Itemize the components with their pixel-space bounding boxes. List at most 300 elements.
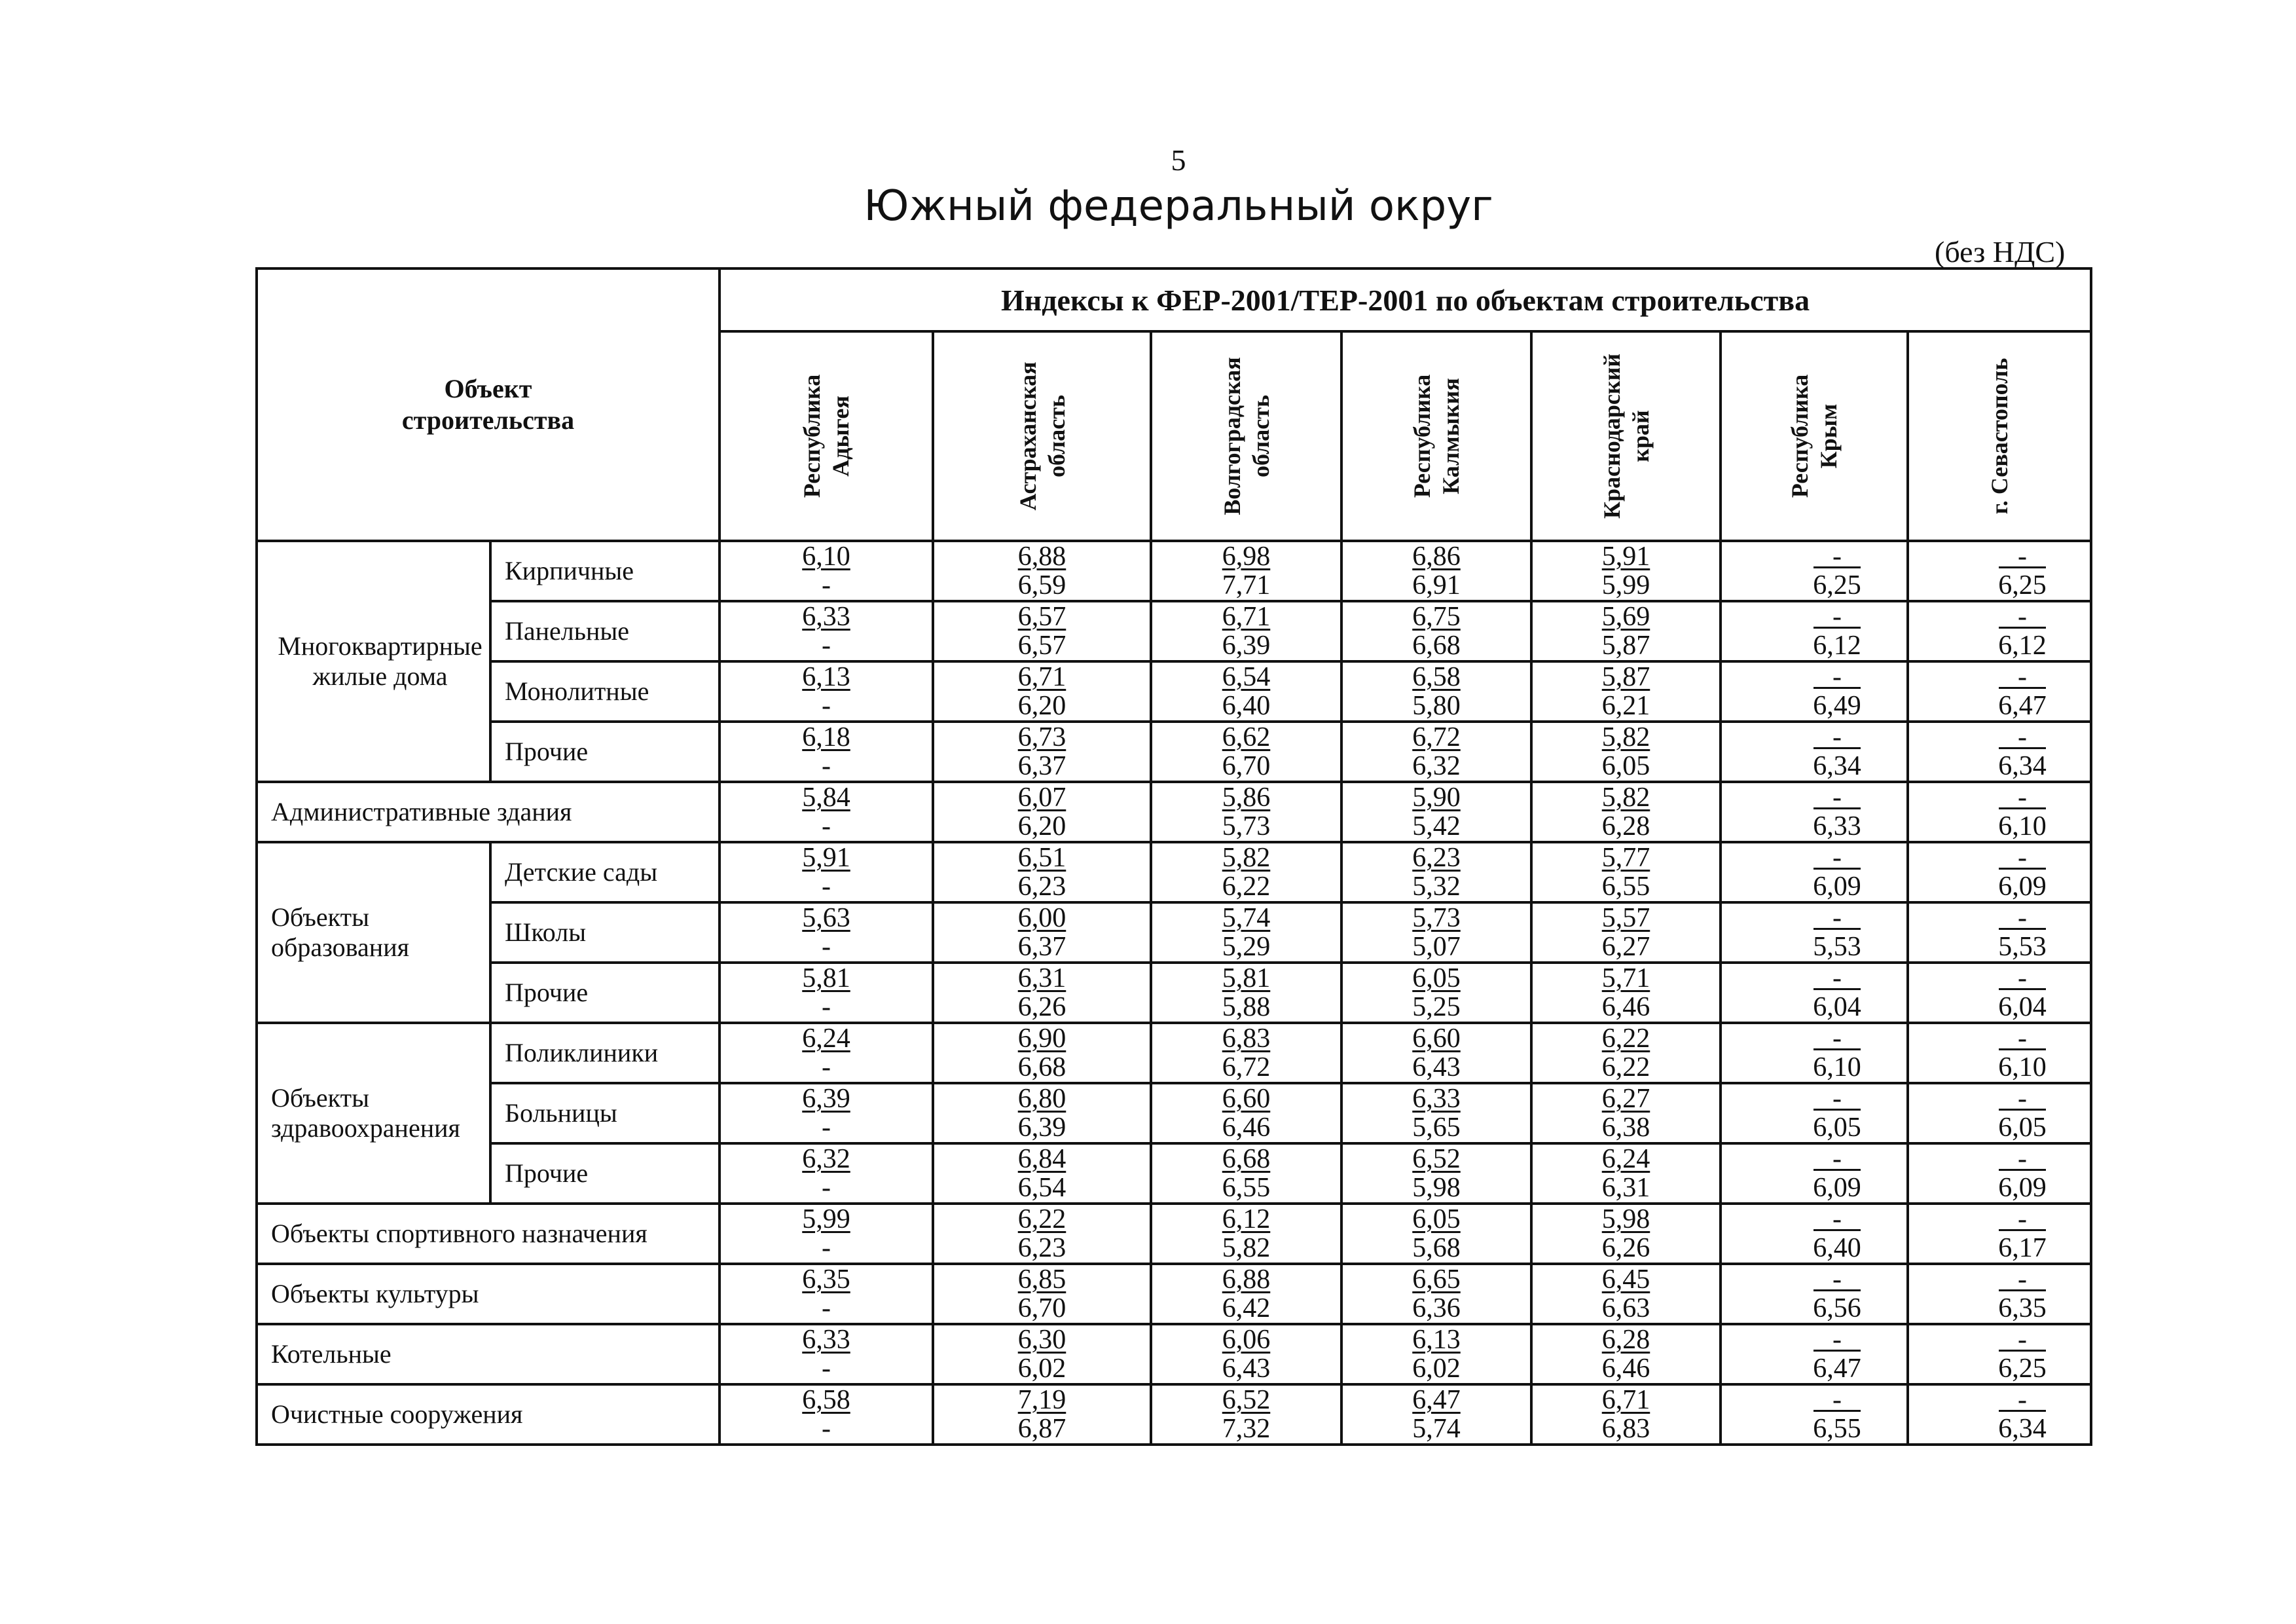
value-fer: 5,73 bbox=[1412, 903, 1461, 933]
value-cell bbox=[1151, 722, 1341, 782]
value-ter: 6,70 bbox=[1222, 751, 1271, 781]
value-fer: - bbox=[1722, 904, 1906, 932]
value-cell bbox=[1341, 902, 1531, 963]
value-cell bbox=[1151, 1143, 1341, 1204]
region-header bbox=[720, 331, 933, 541]
value-fer: 6,33 bbox=[1412, 1084, 1461, 1114]
value-ter: 6,38 bbox=[1601, 1113, 1650, 1143]
value-cell bbox=[720, 1384, 933, 1445]
value-fer: - bbox=[1722, 1326, 1906, 1354]
value-cell bbox=[1531, 661, 1721, 722]
value-ter: 6,25 bbox=[1998, 570, 2047, 600]
value-cell bbox=[720, 1264, 933, 1324]
value-cell bbox=[720, 902, 933, 963]
table-row bbox=[257, 902, 2091, 963]
value-cell bbox=[1721, 1023, 1908, 1083]
value-fer: 6,10 bbox=[802, 542, 850, 572]
value-fer: 5,57 bbox=[1601, 903, 1650, 933]
value-fer: 5,91 bbox=[1601, 542, 1650, 572]
value-cell bbox=[1531, 842, 1721, 902]
value-cell bbox=[1908, 1143, 2091, 1204]
value-cell bbox=[1531, 782, 1721, 842]
value-ter: 5,98 bbox=[1412, 1173, 1461, 1203]
value-fer: 6,24 bbox=[1601, 1144, 1650, 1174]
value-ter: 6,57 bbox=[1017, 631, 1066, 661]
value-fer: 6,45 bbox=[1601, 1264, 1650, 1295]
value-fer: 5,82 bbox=[1601, 783, 1650, 813]
value-ter: 6,91 bbox=[1412, 570, 1461, 600]
value-cell bbox=[1908, 782, 2091, 842]
value-ter: 6,31 bbox=[1601, 1173, 1650, 1203]
row-label: Прочие bbox=[490, 963, 720, 1023]
value-cell bbox=[1341, 1023, 1531, 1083]
value-cell bbox=[1908, 661, 2091, 722]
table-body bbox=[257, 541, 2091, 1445]
value-cell bbox=[1721, 902, 1908, 963]
value-cell bbox=[1151, 1384, 1341, 1445]
value-cell bbox=[1908, 902, 2091, 963]
value-fer: 6,57 bbox=[1017, 602, 1066, 632]
value-ter: 6,87 bbox=[1017, 1414, 1066, 1444]
value-ter: 6,40 bbox=[1813, 1233, 1861, 1263]
value-cell bbox=[1341, 963, 1531, 1023]
value-cell bbox=[720, 1143, 933, 1204]
table-row bbox=[257, 1023, 2091, 1083]
value-fer: 6,22 bbox=[1017, 1204, 1066, 1234]
value-cell bbox=[933, 782, 1151, 842]
value-cell bbox=[1531, 722, 1721, 782]
value-ter: 6,12 bbox=[1813, 631, 1861, 661]
value-fer: 6,13 bbox=[802, 662, 850, 692]
value-cell bbox=[933, 1324, 1151, 1384]
value-fer: - bbox=[1909, 1326, 2090, 1354]
value-fer: 6,83 bbox=[1222, 1024, 1271, 1054]
table-row bbox=[257, 963, 2091, 1023]
value-ter: 6,05 bbox=[1813, 1113, 1861, 1143]
value-ter: 6,26 bbox=[1017, 992, 1066, 1022]
table-row bbox=[257, 1083, 2091, 1143]
value-fer: 6,22 bbox=[1601, 1024, 1650, 1054]
region-label: Республика Адыгея bbox=[799, 374, 854, 498]
value-ter: - bbox=[822, 1233, 831, 1263]
value-ter: - bbox=[822, 992, 831, 1022]
value-fer: 5,74 bbox=[1222, 903, 1271, 933]
value-ter: 6,25 bbox=[1813, 570, 1861, 600]
value-cell bbox=[1531, 1023, 1721, 1083]
value-cell bbox=[1151, 601, 1341, 661]
table-row bbox=[257, 661, 2091, 722]
value-ter: 6,35 bbox=[1998, 1293, 2047, 1323]
page-title: Южный федеральный округ bbox=[864, 182, 1493, 231]
value-cell bbox=[1531, 1143, 1721, 1204]
value-cell bbox=[1151, 661, 1341, 722]
table-row bbox=[257, 842, 2091, 902]
value-fer: 6,65 bbox=[1412, 1264, 1461, 1295]
value-cell bbox=[933, 1083, 1151, 1143]
value-cell bbox=[720, 782, 933, 842]
value-ter: 6,12 bbox=[1998, 631, 2047, 661]
value-fer: 5,86 bbox=[1222, 783, 1271, 813]
value-cell bbox=[1908, 541, 2091, 601]
value-cell bbox=[1721, 963, 1908, 1023]
region-header bbox=[1908, 331, 2091, 541]
value-ter: 6,05 bbox=[1998, 1113, 2047, 1143]
value-ter: 5,25 bbox=[1412, 992, 1461, 1022]
value-ter: 6,42 bbox=[1222, 1293, 1271, 1323]
value-cell bbox=[1721, 842, 1908, 902]
row-label: Прочие bbox=[490, 722, 720, 782]
value-fer: 6,05 bbox=[1412, 1204, 1461, 1234]
value-cell bbox=[1531, 601, 1721, 661]
value-fer: - bbox=[1722, 965, 1906, 992]
value-fer: 5,82 bbox=[1222, 843, 1271, 873]
value-fer: 5,91 bbox=[802, 843, 850, 873]
row-label: Больницы bbox=[490, 1083, 720, 1143]
value-fer: 6,71 bbox=[1017, 662, 1066, 692]
value-cell bbox=[933, 722, 1151, 782]
value-fer: 6,35 bbox=[802, 1264, 850, 1295]
value-ter: 6,55 bbox=[1222, 1173, 1271, 1203]
value-ter: 6,68 bbox=[1412, 631, 1461, 661]
table-row bbox=[257, 1204, 2091, 1264]
value-cell bbox=[1341, 1264, 1531, 1324]
value-fer: 6,71 bbox=[1222, 602, 1271, 632]
table-row bbox=[257, 541, 2091, 601]
table-row bbox=[257, 782, 2091, 842]
value-cell bbox=[1531, 1384, 1721, 1445]
value-fer: - bbox=[1909, 1266, 2090, 1293]
value-fer: - bbox=[1722, 1386, 1906, 1414]
value-ter: 5,53 bbox=[1813, 932, 1861, 962]
value-cell bbox=[933, 902, 1151, 963]
value-fer: 5,77 bbox=[1601, 843, 1650, 873]
value-fer: - bbox=[1909, 965, 2090, 992]
value-ter: 6,27 bbox=[1601, 932, 1650, 962]
value-fer: - bbox=[1909, 724, 2090, 751]
value-fer: - bbox=[1909, 784, 2090, 811]
value-cell bbox=[720, 1324, 933, 1384]
value-cell bbox=[720, 661, 933, 722]
value-ter: 5,74 bbox=[1412, 1414, 1461, 1444]
group-label: Многоквартирные жилые дома bbox=[257, 541, 490, 782]
value-cell bbox=[1151, 1023, 1341, 1083]
value-cell bbox=[1908, 1384, 2091, 1445]
value-fer: 5,81 bbox=[802, 963, 850, 993]
value-cell bbox=[1721, 1384, 1908, 1445]
value-ter: - bbox=[822, 811, 831, 841]
value-fer: 5,82 bbox=[1601, 722, 1650, 752]
value-fer: 7,19 bbox=[1017, 1385, 1066, 1415]
value-cell bbox=[1721, 1324, 1908, 1384]
value-ter: 6,43 bbox=[1412, 1052, 1461, 1082]
value-cell bbox=[1721, 1083, 1908, 1143]
value-cell bbox=[1151, 1083, 1341, 1143]
value-cell bbox=[1341, 661, 1531, 722]
value-cell bbox=[933, 661, 1151, 722]
value-cell bbox=[1531, 541, 1721, 601]
value-cell bbox=[1341, 782, 1531, 842]
value-fer: 6,23 bbox=[1412, 843, 1461, 873]
value-ter: 6,02 bbox=[1017, 1354, 1066, 1384]
value-ter: 5,32 bbox=[1412, 872, 1461, 902]
row-label: Поликлиники bbox=[490, 1023, 720, 1083]
value-ter: 5,73 bbox=[1222, 811, 1271, 841]
value-fer: 6,85 bbox=[1017, 1264, 1066, 1295]
value-ter: 6,20 bbox=[1017, 691, 1066, 721]
value-fer: 6,60 bbox=[1222, 1084, 1271, 1114]
value-cell bbox=[1341, 1324, 1531, 1384]
value-ter: 5,87 bbox=[1601, 631, 1650, 661]
value-fer: 6,98 bbox=[1222, 542, 1271, 572]
region-label: Астраханская область bbox=[1014, 361, 1070, 511]
value-ter: 6,17 bbox=[1998, 1233, 2047, 1263]
value-cell bbox=[1908, 601, 2091, 661]
value-cell bbox=[1721, 1264, 1908, 1324]
indices-header: Индексы к ФЕР-2001/ТЕР-2001 по объектам строительства bbox=[720, 268, 2091, 331]
row-label: Объекты культуры bbox=[257, 1264, 720, 1324]
value-ter: 6,09 bbox=[1813, 1173, 1861, 1203]
value-fer: - bbox=[1722, 1145, 1906, 1173]
value-ter: 6,04 bbox=[1998, 992, 2047, 1022]
value-fer: 6,88 bbox=[1017, 542, 1066, 572]
value-fer: 6,62 bbox=[1222, 722, 1271, 752]
value-fer: 6,30 bbox=[1017, 1325, 1066, 1355]
value-ter: 6,54 bbox=[1017, 1173, 1066, 1203]
value-fer: - bbox=[1909, 844, 2090, 872]
value-ter: 6,09 bbox=[1998, 872, 2047, 902]
value-fer: 6,80 bbox=[1017, 1084, 1066, 1114]
table-row bbox=[257, 1264, 2091, 1324]
value-cell bbox=[1151, 1324, 1341, 1384]
value-ter: 6,46 bbox=[1601, 992, 1650, 1022]
value-ter: - bbox=[822, 631, 831, 661]
value-ter: 5,88 bbox=[1222, 992, 1271, 1022]
value-fer: 6,88 bbox=[1222, 1264, 1271, 1295]
value-fer: 6,07 bbox=[1017, 783, 1066, 813]
value-fer: 6,52 bbox=[1412, 1144, 1461, 1174]
page-number: 5 bbox=[1171, 143, 1186, 177]
value-ter: 6,10 bbox=[1998, 811, 2047, 841]
row-label: Школы bbox=[490, 902, 720, 963]
value-ter: 6,43 bbox=[1222, 1354, 1271, 1384]
value-cell bbox=[1908, 842, 2091, 902]
value-cell bbox=[1531, 1264, 1721, 1324]
value-cell bbox=[1151, 541, 1341, 601]
row-label: Котельные bbox=[257, 1324, 720, 1384]
value-ter: - bbox=[822, 1414, 831, 1444]
table-row bbox=[257, 1143, 2091, 1204]
value-fer: 6,84 bbox=[1017, 1144, 1066, 1174]
value-ter: 5,65 bbox=[1412, 1113, 1461, 1143]
value-fer: - bbox=[1722, 1266, 1906, 1293]
value-ter: - bbox=[822, 570, 831, 600]
value-fer: 6,32 bbox=[802, 1144, 850, 1174]
value-ter: 6,34 bbox=[1998, 751, 2047, 781]
value-cell bbox=[1341, 1384, 1531, 1445]
value-ter: 6,63 bbox=[1601, 1293, 1650, 1323]
value-fer: - bbox=[1909, 1085, 2090, 1113]
value-fer: 5,98 bbox=[1601, 1204, 1650, 1234]
value-fer: 6,86 bbox=[1412, 542, 1461, 572]
value-fer: - bbox=[1722, 663, 1906, 691]
value-fer: - bbox=[1909, 1145, 2090, 1173]
value-ter: 6,39 bbox=[1017, 1113, 1066, 1143]
value-fer: 6,58 bbox=[1412, 662, 1461, 692]
value-fer: 6,00 bbox=[1017, 903, 1066, 933]
value-fer: - bbox=[1722, 603, 1906, 631]
value-fer: - bbox=[1909, 1025, 2090, 1052]
value-fer: 6,47 bbox=[1412, 1385, 1461, 1415]
value-fer: 6,12 bbox=[1222, 1204, 1271, 1234]
value-ter: 6,37 bbox=[1017, 932, 1066, 962]
region-label: г. Севастополь bbox=[1986, 358, 2013, 515]
table-row bbox=[257, 601, 2091, 661]
value-cell bbox=[720, 722, 933, 782]
value-ter: 7,71 bbox=[1222, 570, 1271, 600]
value-cell bbox=[1531, 1324, 1721, 1384]
value-fer: 6,71 bbox=[1601, 1385, 1650, 1415]
value-ter: 6,47 bbox=[1813, 1354, 1861, 1384]
value-cell bbox=[1721, 541, 1908, 601]
value-ter: - bbox=[822, 872, 831, 902]
value-fer: 5,99 bbox=[802, 1204, 850, 1234]
value-ter: 6,20 bbox=[1017, 811, 1066, 841]
value-ter: 6,05 bbox=[1601, 751, 1650, 781]
value-fer: - bbox=[1722, 844, 1906, 872]
value-ter: 6,23 bbox=[1017, 1233, 1066, 1263]
value-fer: 6,60 bbox=[1412, 1024, 1461, 1054]
value-cell bbox=[720, 1023, 933, 1083]
value-cell bbox=[933, 1204, 1151, 1264]
value-cell bbox=[1908, 722, 2091, 782]
value-cell bbox=[1341, 842, 1531, 902]
value-fer: 5,90 bbox=[1412, 783, 1461, 813]
value-fer: - bbox=[1722, 724, 1906, 751]
value-fer: 5,81 bbox=[1222, 963, 1271, 993]
value-fer: - bbox=[1722, 1085, 1906, 1113]
value-fer: 6,39 bbox=[802, 1084, 850, 1114]
value-ter: 6,56 bbox=[1813, 1293, 1861, 1323]
region-label: Республика Крым bbox=[1787, 374, 1842, 498]
value-fer: 6,73 bbox=[1017, 722, 1066, 752]
value-cell bbox=[933, 1143, 1151, 1204]
row-label: Объекты спортивного назначения bbox=[257, 1204, 720, 1264]
value-cell bbox=[1908, 1083, 2091, 1143]
value-fer: - bbox=[1909, 543, 2090, 570]
value-fer: 6,72 bbox=[1412, 722, 1461, 752]
value-ter: - bbox=[822, 751, 831, 781]
value-cell bbox=[933, 601, 1151, 661]
value-ter: 6,33 bbox=[1813, 811, 1861, 841]
value-fer: 6,33 bbox=[802, 1325, 850, 1355]
value-cell bbox=[1151, 842, 1341, 902]
value-ter: 6,10 bbox=[1813, 1052, 1861, 1082]
row-label: Очистные сооружения bbox=[257, 1384, 720, 1445]
value-cell bbox=[933, 1023, 1151, 1083]
value-cell bbox=[1531, 963, 1721, 1023]
value-cell bbox=[1721, 722, 1908, 782]
value-cell bbox=[1721, 1143, 1908, 1204]
region-label: Краснодарский край bbox=[1598, 353, 1654, 519]
index-table bbox=[255, 267, 2092, 1446]
value-fer: 6,54 bbox=[1222, 662, 1271, 692]
value-ter: 6,55 bbox=[1813, 1414, 1861, 1444]
table-row bbox=[257, 1324, 2091, 1384]
value-cell bbox=[1721, 601, 1908, 661]
value-fer: 5,84 bbox=[802, 783, 850, 813]
value-fer: 6,52 bbox=[1222, 1385, 1271, 1415]
value-cell bbox=[933, 541, 1151, 601]
value-cell bbox=[1531, 1083, 1721, 1143]
value-ter: 6,59 bbox=[1017, 570, 1066, 600]
value-cell bbox=[1721, 1204, 1908, 1264]
value-fer: 5,87 bbox=[1601, 662, 1650, 692]
region-header bbox=[1721, 331, 1908, 541]
value-fer: 6,51 bbox=[1017, 843, 1066, 873]
value-fer: - bbox=[1722, 784, 1906, 811]
value-cell bbox=[1151, 1204, 1341, 1264]
value-ter: 6,68 bbox=[1017, 1052, 1066, 1082]
row-label: Прочие bbox=[490, 1143, 720, 1204]
value-ter: 6,70 bbox=[1017, 1293, 1066, 1323]
value-cell bbox=[1908, 1204, 2091, 1264]
value-fer: - bbox=[1909, 1206, 2090, 1233]
value-cell bbox=[933, 963, 1151, 1023]
object-header: Объект строительства bbox=[257, 268, 720, 541]
value-ter: - bbox=[822, 1354, 831, 1384]
value-ter: 5,99 bbox=[1601, 570, 1650, 600]
value-fer: 5,63 bbox=[802, 903, 850, 933]
row-label: Детские сады bbox=[490, 842, 720, 902]
group-label: Объекты образования bbox=[257, 842, 490, 1023]
value-ter: 6,25 bbox=[1998, 1354, 2047, 1384]
value-fer: 6,05 bbox=[1412, 963, 1461, 993]
value-cell bbox=[1341, 1143, 1531, 1204]
value-cell bbox=[933, 1264, 1151, 1324]
value-fer: 6,68 bbox=[1222, 1144, 1271, 1174]
value-ter: 6,36 bbox=[1412, 1293, 1461, 1323]
value-cell bbox=[1908, 963, 2091, 1023]
value-cell bbox=[933, 842, 1151, 902]
value-cell bbox=[933, 1384, 1151, 1445]
value-cell bbox=[1151, 1264, 1341, 1324]
value-fer: 6,27 bbox=[1601, 1084, 1650, 1114]
value-cell bbox=[720, 601, 933, 661]
value-cell bbox=[1341, 1204, 1531, 1264]
value-cell bbox=[720, 842, 933, 902]
value-ter: 6,02 bbox=[1412, 1354, 1461, 1384]
vat-note: (без НДС) bbox=[1935, 235, 2066, 268]
value-cell bbox=[1531, 902, 1721, 963]
value-ter: 6,40 bbox=[1222, 691, 1271, 721]
value-ter: 6,23 bbox=[1017, 872, 1066, 902]
value-ter: 6,46 bbox=[1601, 1354, 1650, 1384]
value-fer: 6,58 bbox=[802, 1385, 850, 1415]
value-fer: - bbox=[1722, 1025, 1906, 1052]
value-cell bbox=[1721, 782, 1908, 842]
value-cell bbox=[1151, 902, 1341, 963]
value-cell bbox=[720, 1083, 933, 1143]
value-ter: 5,29 bbox=[1222, 932, 1271, 962]
value-cell bbox=[720, 541, 933, 601]
value-ter: - bbox=[822, 1293, 831, 1323]
value-ter: 6,04 bbox=[1813, 992, 1861, 1022]
value-ter: 6,72 bbox=[1222, 1052, 1271, 1082]
value-ter: 6,46 bbox=[1222, 1113, 1271, 1143]
value-fer: 6,24 bbox=[802, 1024, 850, 1054]
value-cell bbox=[720, 963, 933, 1023]
value-fer: - bbox=[1909, 1386, 2090, 1414]
